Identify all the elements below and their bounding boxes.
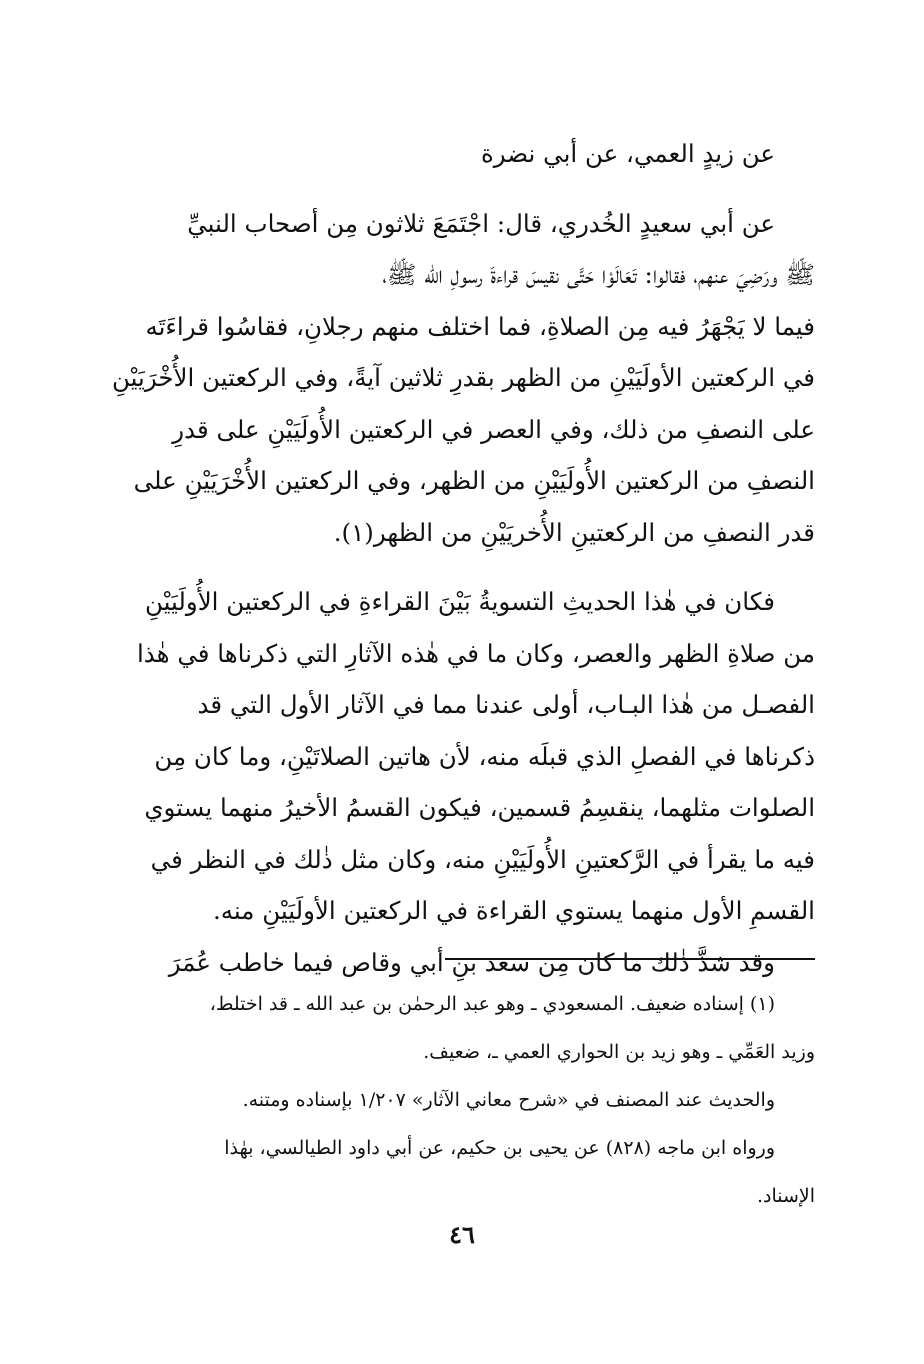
- text-line: ﷺ ورَضِيَ عنهم، فقالوا: تَعَالَوْا حَتَّى نقيسَ قراءةَ رسولِ الله ﷺ،: [382, 260, 815, 289]
- text-line: الفصـل من هٰذا البـاب، أولى عندنا مما في الآثار الأول التي قد: [197, 690, 815, 719]
- footnote-line: والحديث عند المصنف في «شرح معاني الآثار» ١/٢٠٧ بإسناده ومتنه.: [242, 1089, 775, 1111]
- footnote-separator: [445, 958, 815, 960]
- main-text: [100, 128, 815, 988]
- footnote-line: ورواه ابن ماجه (٨٢٨) عن يحيى بن حكيم، عن أبي داود الطيالسي، بهٰذا: [224, 1137, 775, 1159]
- text-line: في الركعتين الأولَيَيْنِ من الظهر بقدرِ ثلاثين آيةً، وفي الركعتين الأُخْرَيَيْنِ: [111, 363, 815, 392]
- text-line: فكان في هٰذا الحديثِ التسويةُ بَيْنَ القراءةِ في الركعتين الأُولَيَيْنِ: [144, 587, 775, 616]
- page: [100, 128, 815, 1207]
- text-line: الصلوات مثلهما، ينقسِمُ قسمين، فيكون القسمُ الأخيرُ منهما يستوي: [144, 793, 815, 822]
- text-line: عن زيدٍ العمي، عن أبي نضرة: [480, 139, 775, 168]
- text-line: قدر النصفِ من الركعتينِ الأُخريَيْنِ من الظهر(١).: [333, 517, 815, 547]
- text-line: وقد شذَّ ذٰلك ما كان مِن سعد بنِ أبي وقاص فيما خاطب عُمَرَ: [168, 947, 775, 977]
- footnote-line: وزيد العَمِّي ـ وهو زيد بن الحواري العمي ـ، ضعيف.: [423, 1041, 815, 1063]
- text-line: القسمِ الأول منهما يستوي القراءة في الركعتين الأولَيَيْنِ منه.: [212, 896, 815, 925]
- footnotes: [100, 980, 815, 1220]
- text-line: ذكرناها في الفصلِ الذي قبلَه منه، لأن هاتين الصلاتَيْنِ، وما كان مِن: [154, 741, 815, 771]
- page-number: ٤٦: [449, 1220, 475, 1249]
- footnote-line: (١) إسناده ضعيف. المسعودي ـ وهو عبد الرحمٰن بن عبد الله ـ قد اختلط،: [209, 993, 775, 1015]
- footnote-line: الإسناد.: [756, 1185, 815, 1207]
- text-line: عن أبي سعيدٍ الخُدري، قال: اجْتَمَعَ ثلاثون مِن أصحاب النبيِّ: [187, 208, 775, 238]
- text-line: فيما لا يَجْهَرُ فيه مِن الصلاةِ، فما اختلف منهم رجلانِ، فقاسُوا قراءَتَه: [145, 311, 815, 341]
- text-line: على النصفِ من ذلك، وفي العصر في الركعتين الأُولَيَيْنِ على قدرِ: [172, 414, 815, 444]
- text-line: فيه ما يقرأ في الرَّكعتينِ الأُولَيَيْنِ منه، وكان مثل ذٰلك في النظر في: [150, 844, 815, 874]
- text-line: من صلاةِ الظهر والعصر، وكان ما في هٰذه الآثارِ التي ذكرناها في هٰذا: [136, 638, 815, 668]
- text-line: النصفِ من الركعتين الأُولَيَيْنِ من الظهر، وفي الركعتين الأُخْرَيَيْنِ على: [133, 466, 815, 495]
